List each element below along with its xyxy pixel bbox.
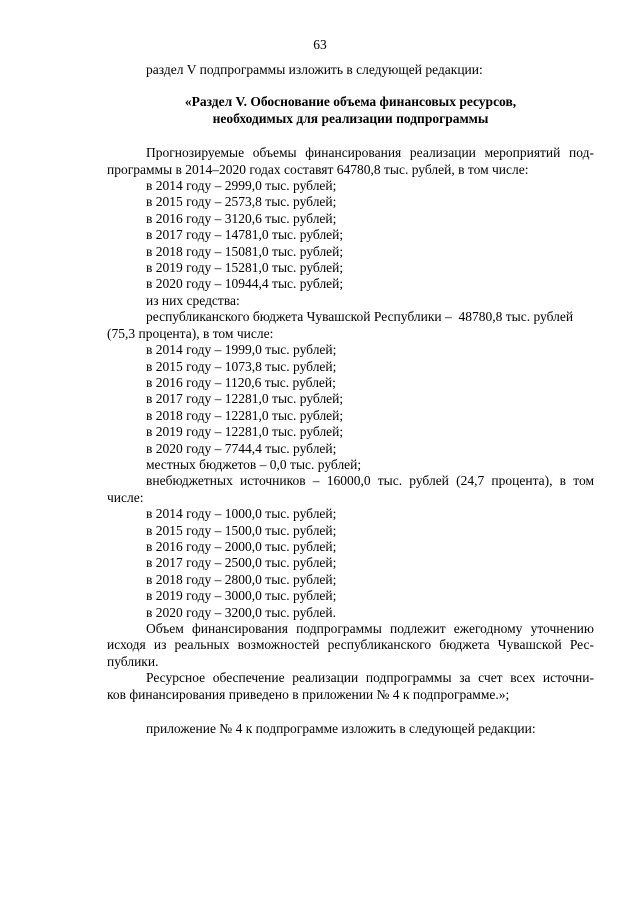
- paragraph-line: ков финансирования приведено в приложении № 4 к подпрограмме.»;: [107, 686, 510, 702]
- list-item: в 2017 году – 2500,0 тыс. рублей;: [146, 555, 337, 571]
- page-number: 63: [313, 37, 327, 52]
- list-item: в 2015 году – 1073,8 тыс. рублей;: [146, 358, 337, 374]
- list-item: в 2014 году – 1000,0 тыс. рублей;: [146, 506, 337, 522]
- paragraph-line: исходя из реальных возможностей республиканского бюджета Чувашской Рес-: [107, 637, 594, 653]
- list-item: в 2016 году – 3120,6 тыс. рублей;: [146, 210, 337, 226]
- paragraph-line: программы в 2014–2020 годах составят 64780,8 тыс. рублей, в том числе:: [107, 161, 529, 177]
- paragraph-annual-adjustment: [107, 621, 594, 670]
- list-item: в 2017 году – 12281,0 тыс. рублей;: [146, 391, 344, 407]
- section-heading-line-2: необходимых для реализации подпрограммы: [212, 110, 489, 126]
- paragraph-extrabudget: [107, 473, 594, 506]
- paragraph-line: числе:: [107, 489, 144, 505]
- republican-years-list: [107, 342, 594, 457]
- extrabudget-years-list: [107, 506, 594, 621]
- list-item: в 2016 году – 1120,6 тыс. рублей;: [146, 374, 336, 390]
- paragraph-line: Объем финансирования подпрограммы подлежит ежегодному уточнению: [146, 621, 594, 636]
- paragraph-line: (75,3 процента), в том числе:: [107, 325, 274, 341]
- list-item: в 2015 году – 2573,8 тыс. рублей;: [146, 194, 337, 210]
- list-item: в 2020 году – 10944,4 тыс. рублей;: [146, 276, 344, 292]
- section-heading: [107, 94, 594, 127]
- paragraph-line: республиканского бюджета Чувашской Республики – 48780,8 тыс. рублей: [146, 309, 574, 325]
- total-years-list: [107, 178, 594, 293]
- paragraph-line: Ресурсное обеспечение реализации подпрограммы за счет всех источни-: [146, 670, 594, 686]
- list-item: в 2019 году – 3000,0 тыс. рублей;: [146, 588, 337, 604]
- local-budgets-line: местных бюджетов – 0,0 тыс. рублей;: [146, 456, 362, 472]
- paragraph-republican-budget: [107, 309, 594, 342]
- paragraph-line: внебюджетных источников – 16000,0 тыс. рублей (24,7 процента), в том: [146, 473, 594, 489]
- list-item: в 2016 году – 2000,0 тыс. рублей;: [146, 538, 337, 554]
- closing-line: приложение № 4 к подпрограмме изложить в следующей редакции:: [146, 721, 536, 737]
- list-item: в 2017 году – 14781,0 тыс. рублей;: [146, 227, 344, 243]
- list-item: в 2019 году – 12281,0 тыс. рублей;: [146, 424, 344, 440]
- paragraph-resource-provision: [107, 670, 594, 703]
- paragraph-line: публики.: [107, 653, 159, 669]
- list-item: в 2015 году – 1500,0 тыс. рублей;: [146, 522, 337, 538]
- list-item: в 2020 году – 7744,4 тыс. рублей;: [146, 440, 337, 456]
- of-which-label: из них средства:: [146, 292, 240, 308]
- list-item: в 2014 году – 2999,0 тыс. рублей;: [146, 178, 337, 194]
- paragraph-total-forecast: [107, 145, 594, 178]
- document-body: [107, 62, 594, 737]
- list-item: в 2018 году – 15081,0 тыс. рублей;: [146, 243, 344, 259]
- list-item: в 2020 году – 3200,0 тыс. рублей.: [146, 604, 337, 620]
- paragraph-line: Прогнозируемые объемы финансирования реализации мероприятий под-: [146, 145, 594, 161]
- intro-line: раздел V подпрограммы изложить в следующей редакции:: [146, 62, 483, 77]
- list-item: в 2014 году – 1999,0 тыс. рублей;: [146, 342, 337, 358]
- section-heading-line-1: «Раздел V. Обоснование объема финансовых ресурсов,: [184, 94, 517, 110]
- list-item: в 2019 году – 15281,0 тыс. рублей;: [146, 260, 344, 276]
- list-item: в 2018 году – 2800,0 тыс. рублей;: [146, 571, 337, 587]
- list-item: в 2018 году – 12281,0 тыс. рублей;: [146, 407, 344, 423]
